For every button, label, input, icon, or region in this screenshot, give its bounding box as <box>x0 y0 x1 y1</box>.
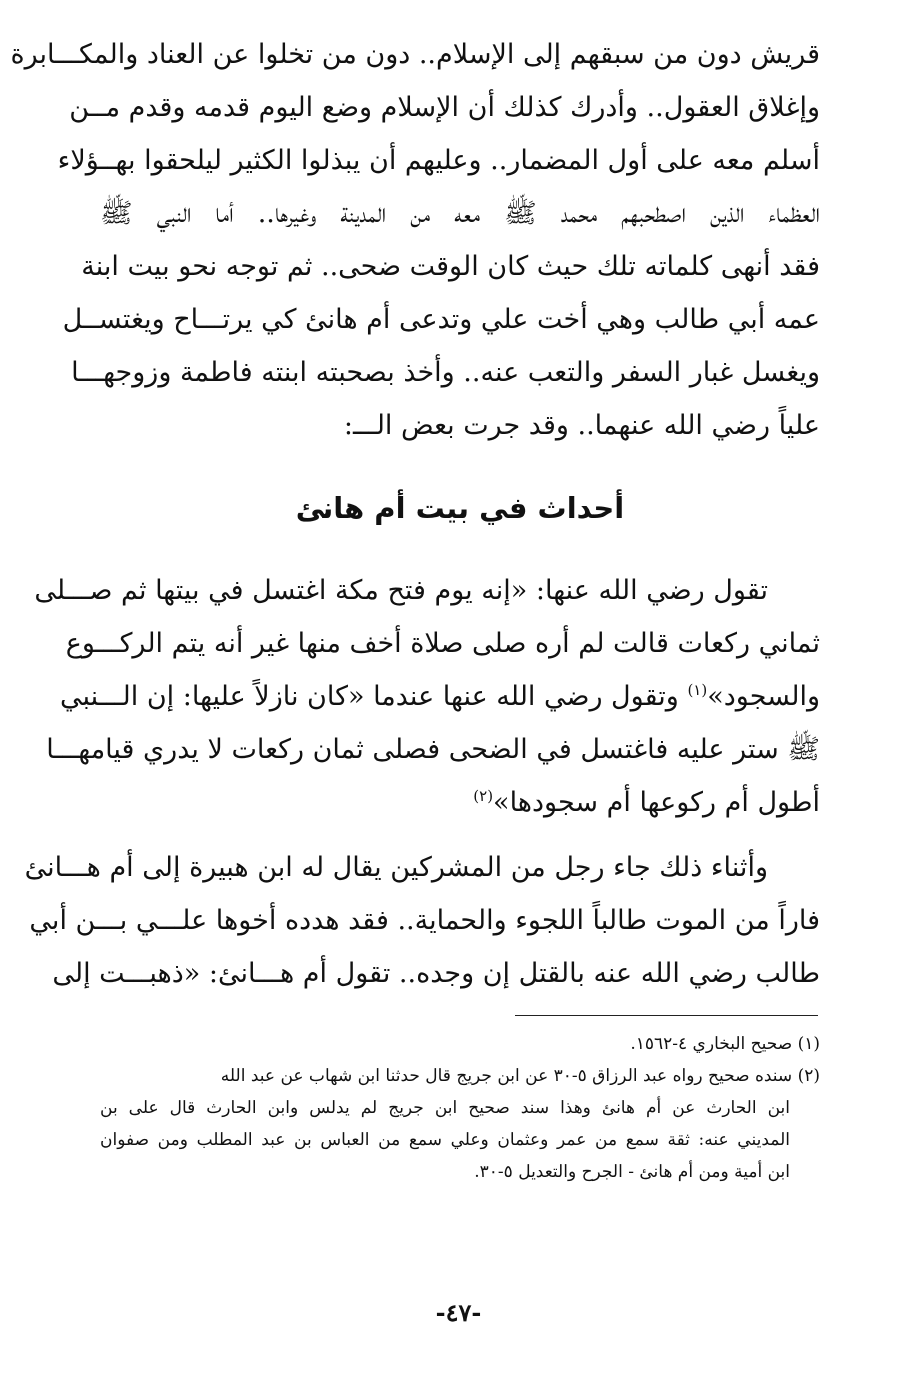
footnote-line: (٢) سنده صحيح رواه عبد الرزاق ٥-٣٠ عن ابن جريج قال حدثنا ابن شهاب عن عبد الله <box>220 1066 820 1086</box>
paragraph-2 <box>34 564 820 829</box>
text-line: ويغسل غبار السفر والتعب عنه.. وأخذ بصحبته ابنته فاطمة وزوجهـــا <box>71 357 820 388</box>
footnote-ref-1: (١) <box>687 681 708 699</box>
text-line: فقد أنهى كلماته تلك حيث كان الوقت ضحى.. ثم توجه نحو بيت ابنة <box>81 251 820 282</box>
footnote-2 <box>100 1060 820 1188</box>
paragraph-1 <box>10 28 820 452</box>
footnote-line: المديني عنه: ثقة سمع من عمر وعثمان وعلي سمع من العباس بن عبد المطلب ومن صفوان <box>100 1130 790 1150</box>
footnote-ref-2: (٢) <box>473 787 494 805</box>
footnotes <box>100 1028 820 1188</box>
page-number: -٤٧- <box>435 1298 482 1327</box>
text-segment: وتقول رضي الله عنها عندما «كان نازلاً عليها: إن الـــنبي <box>60 681 679 712</box>
footnote-line: ابن أمية ومن أم هانئ - الجرح والتعديل ٥-٣٠. <box>474 1162 790 1182</box>
footnote-separator <box>515 1015 818 1016</box>
paragraph-gap <box>100 829 820 841</box>
text-line: عمه أبي طالب وهي أخت علي وتدعى أم هانئ كي يرتـــاح ويغتســل <box>62 304 820 335</box>
text-line-with-footnote <box>100 776 820 829</box>
text-line-with-footnote <box>60 670 820 723</box>
text-line: علياً رضي الله عنهما.. وقد جرت بعض الـــ: <box>343 410 820 441</box>
paragraph-3 <box>24 841 820 1000</box>
text-line: أسلم معه على أول المضمار.. وعليهم أن يبذلوا الكثير ليلحقوا بهــؤلاء <box>57 145 820 176</box>
text-line: ثماني ركعات قالت لم أره صلى صلاة أخف منها غير أنه يتم الركـــوع <box>65 628 820 659</box>
text-line: تقول رضي الله عنها: «إنه يوم فتح مكة اغتسل في بيتها ثم صـــلى <box>34 575 768 606</box>
text-segment: والسجود» <box>707 681 820 712</box>
text-segment: أطول أم ركوعها أم سجودها» <box>493 787 820 818</box>
text-line: فاراً من الموت طالباً اللجوء والحماية.. فقد هدده أخوها علـــي بـــن أبي <box>29 905 820 936</box>
text-line: قريش دون من سبقهم إلى الإسلام.. دون من تخلوا عن العناد والمكـــابرة <box>10 39 820 70</box>
text-line: وأثناء ذلك جاء رجل من المشركين يقال له ابن هبيرة إلى أم هـــانئ <box>24 852 768 883</box>
section-heading: أحداث في بيت أم هانئ <box>295 491 625 525</box>
text-line: العظماء الذين اصطحبهم محمد ﷺ معه من المدينة وغيرها.. أما النبي ﷺ <box>100 198 820 229</box>
footnote-1 <box>100 1028 820 1060</box>
text-line: وإغلاق العقول.. وأدرك كذلك أن الإسلام وضع اليوم قدمه وقدم مــن <box>69 92 820 123</box>
page-body <box>10 28 820 1000</box>
footnote-line: ابن الحارث عن أم هانئ وهذا سند صحيح ابن جريج لم يدلس وابن الحارث قال على بن <box>100 1098 790 1118</box>
text-line: ﷺ ستر عليه فاغتسل في الضحى فصلى ثمان ركعات لا يدري قيامهـــا <box>46 734 820 765</box>
footnote-line: (١) صحيح البخاري ٤-١٥٦٢. <box>630 1034 820 1054</box>
text-line: طالب رضي الله عنه بالقتل إن وجده.. تقول أم هـــانئ: «ذهبـــت إلى <box>52 958 820 989</box>
